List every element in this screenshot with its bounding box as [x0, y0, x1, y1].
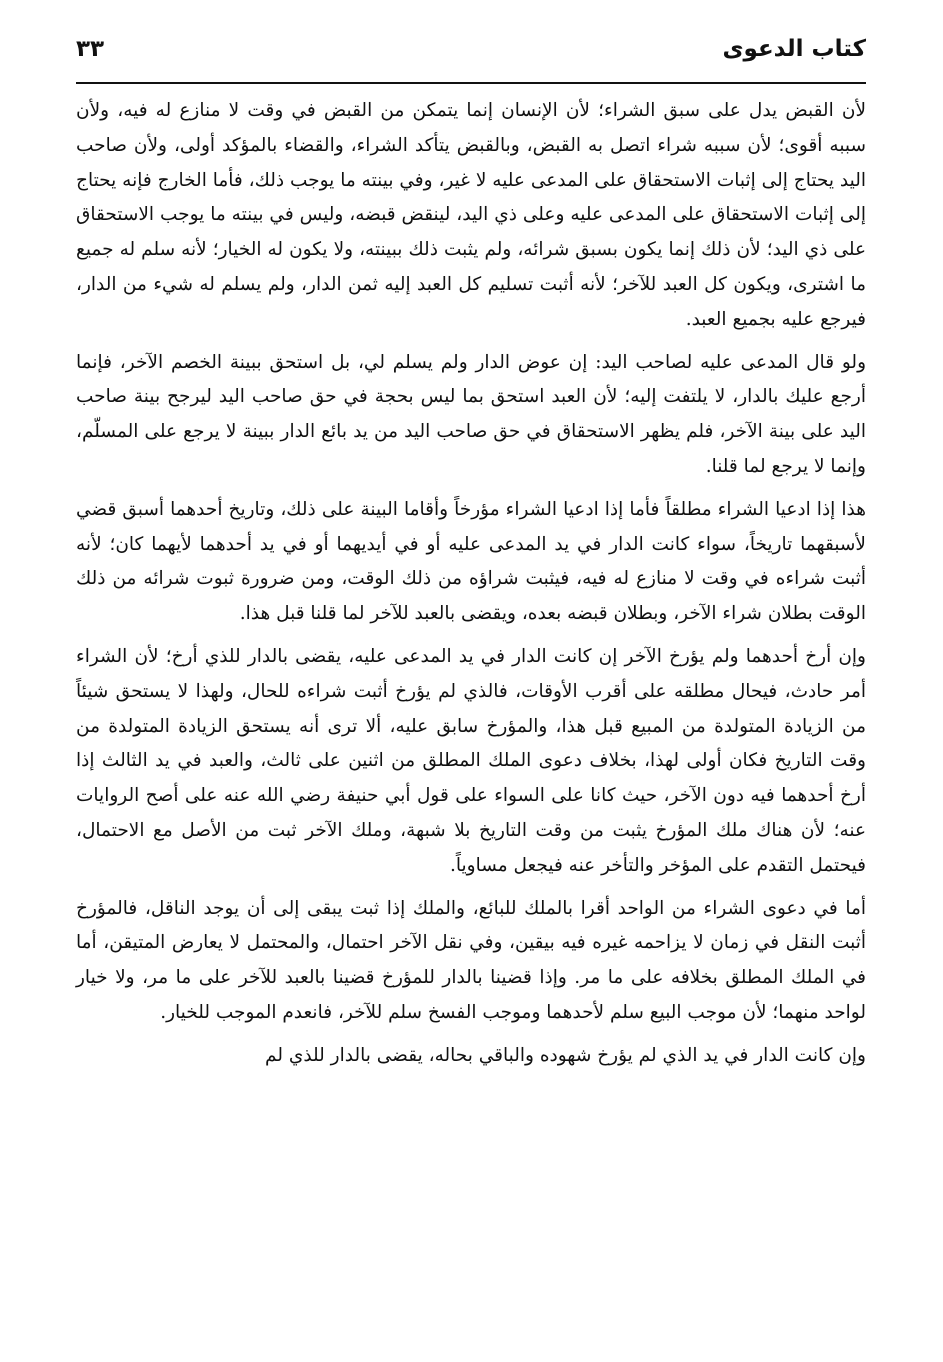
paragraph: وإن أرخ أحدهما ولم يؤرخ الآخر إن كانت الدار في يد المدعى عليه، يقضى بالدار للذي أرخ؛ لأن الشراء أمر حادث، فيحال مطلقه على أقرب الأوقات، فالذي لم يؤرخ أثبت شراءه للحال، ولهذا لا يستحق شيئاً من الزيادة المتولدة من المبيع قبل هذا، والمؤرخ سابق عليه، ألا ترى أنه يستحق الزيادة المتولدة من وقت التاريخ فكان أولى لهذا، بخلاف دعوى الملك المطلق من اثنين على ثالث، والعبد في يد الثالث إذا أرخ أحدهما فيه دون الآخر، حيث كانا على السواء على قول أبي حنيفة رضي الله عنه على أصح الروايات عنه؛ لأن هناك ملك المؤرخ يثبت من وقت التاريخ بلا شبهة، وملك الآخر ثبت من الأصل مع الاحتمال، فيحتمل التقدم على المؤخر والتأخر عنه فيجعل مساوياً.: [76, 645, 866, 876]
paragraph: لأن القبض يدل على سبق الشراء؛ لأن الإنسان إنما يتمكن من القبض في وقت لا منازع له فيه، ولأن سببه أقوى؛ لأن سببه شراء اتصل به القبض، وبالقبض يتأكد الشراء، والقضاء بالمؤكد أولى، ولأن صاحب اليد يحتاج إلى إثبات الاستحقاق على المدعى عليه لا غير، وفي بينته ما يوجب ذلك، فأما الخارج فإنه يحتاج إلى إثبات الاستحقاق على المدعى عليه وعلى ذي اليد، لينقض قبضه، وليس في بينته ما يوجب الاستحقاق على ذي اليد؛ لأن ذلك إنما يكون بسبق شرائه، ولم يثبت ذلك ببينته، ولا يكون له الخيار؛ لأنه سلم له جميع ما اشترى، ويكون كل العبد للآخر؛ لأنه أثبت تسليم كل العبد إليه ثمن الدار، ولم يسلم له شيء من الدار، فيرجع عليه بجميع العبد.: [76, 100, 866, 330]
page-header: [76, 28, 866, 76]
paragraph: وإن كانت الدار في يد الذي لم يؤرخ شهوده والباقي بحاله، يقضى بالدار للذي لم: [265, 1044, 866, 1066]
running-title: كتاب الدعوى: [722, 36, 866, 62]
page-number: ٣٣: [76, 36, 105, 62]
paragraph: ولو قال المدعى عليه لصاحب اليد: إن عوض الدار ولم يسلم لي، بل استحق ببينة الخصم الآخر، فإنما أرجع عليك بالدار، لا يلتفت إليه؛ لأن العبد استحق بما ليس بحجة في حق صاحب اليد ليرجح بينة صاحب اليد على بينة الآخر، فلم يظهر الاستحقاق في حق صاحب اليد من يد بائع الدار ببينة لا يرجع على المسلّم، وإنما لا يرجع لما قلنا.: [76, 351, 866, 477]
body-text: [76, 94, 866, 1074]
header-rule: [76, 82, 866, 84]
paragraph: أما في دعوى الشراء من الواحد أقرا بالملك للبائع، والملك إذا ثبت يبقى إلى أن يوجد الناقل، فالمؤرخ أثبت النقل في زمان لا يزاحمه غيره فيه بيقين، وفي نقل الآخر احتمال، والمحتمل لا يعارض المتيقن، أما في الملك المطلق بخلافه على ما مر. وإذا قضينا بالدار للمؤرخ قضينا بالعبد للآخر على ما مر، ولا خيار لواحد منهما؛ لأن موجب البيع سلم لأحدهما وموجب الفسخ سلم للآخر، فانعدم الموجب للخيار.: [76, 897, 866, 1023]
paragraph: هذا إذا ادعيا الشراء مطلقاً فأما إذا ادعيا الشراء مؤرخاً وأقاما البينة على ذلك، وتاريخ أحدهما أسبق قضي لأسبقهما تاريخاً، سواء كانت الدار في يد المدعى عليه أو في أيديهما أو في يد أحدهما لأيهما كان؛ لأنه أثبت شراءه في وقت لا منازع له فيه، فيثبت شراؤه من ذلك الوقت، ومن ضرورة ثبوت شرائه من ذلك الوقت بطلان شراء الآخر، وبطلان قبضه بعده، ويقضى بالعبد للآخر لما قلنا قبل هذا.: [76, 498, 866, 625]
